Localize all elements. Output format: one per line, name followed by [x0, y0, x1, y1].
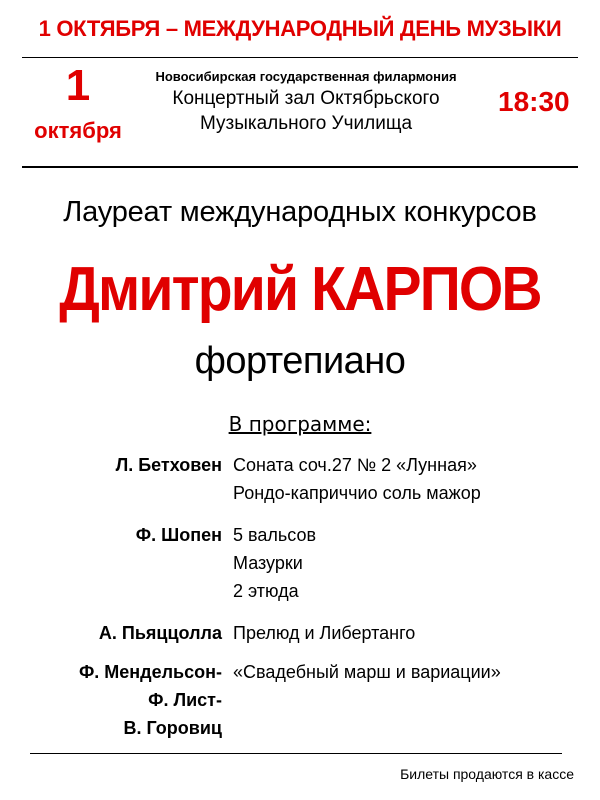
- instrument-label: фортепиано: [194, 340, 406, 382]
- date-month: октября: [34, 118, 122, 143]
- footer-divider: [30, 753, 562, 754]
- laureate-title: Лауреат международных конкурсов: [63, 196, 537, 228]
- work-title: 5 вальсов: [233, 525, 317, 545]
- tickets-note: Билеты продаются в кассе: [400, 766, 574, 782]
- composer-name: В. Горовиц: [123, 718, 222, 738]
- work-title: Прелюд и Либертанго: [233, 623, 416, 643]
- concert-time: 18:30: [498, 86, 570, 117]
- work-title: 2 этюда: [233, 581, 299, 601]
- info-divider: [22, 166, 578, 168]
- program-heading: В программе:: [228, 412, 372, 436]
- work-title: Соната соч.27 № 2 «Лунная»: [233, 455, 477, 475]
- date-day: 1: [65, 61, 91, 110]
- composer-name: Ф. Шопен: [135, 525, 222, 545]
- work-title: «Свадебный марш и вариации»: [233, 662, 501, 682]
- composer-name: Л. Бетховен: [115, 455, 222, 475]
- composer-name: Ф. Мендельсон-: [78, 662, 222, 682]
- work-title: Рондо-каприччио соль мажор: [233, 483, 481, 503]
- venue-block: [126, 68, 486, 136]
- event-banner: 1 ОКТЯБРЯ – МЕЖДУНАРОДНЫЙ ДЕНЬ МУЗЫКИ: [38, 16, 562, 41]
- performer-name: Дмитрий КАРПОВ: [59, 255, 541, 324]
- hall-name-line-2: Музыкального Училища: [199, 113, 413, 134]
- header-divider: [22, 57, 578, 58]
- organization-name: Новосибирская государственная филармония: [155, 69, 457, 84]
- hall-name-line-1: Концертный зал Октябрьского: [172, 88, 440, 109]
- composer-name: Ф. Лист-: [148, 690, 222, 710]
- work-title: Мазурки: [233, 553, 303, 573]
- composer-name: А. Пьяццолла: [98, 623, 222, 643]
